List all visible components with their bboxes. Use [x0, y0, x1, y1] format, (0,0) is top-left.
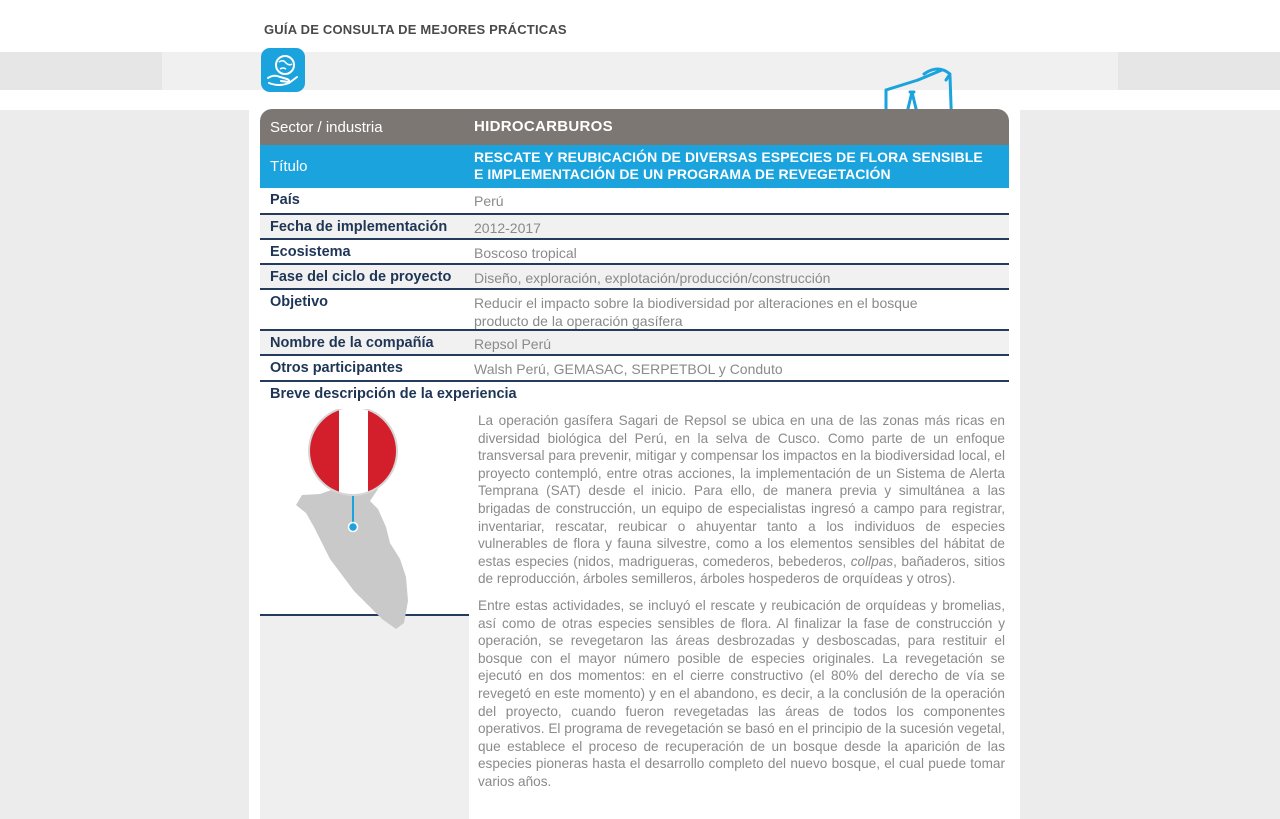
field-row-company — [260, 331, 1009, 356]
field-row-date — [260, 215, 1009, 240]
map-panel-lower — [260, 616, 469, 819]
hand-globe-icon — [261, 48, 305, 92]
sector-header — [260, 109, 1009, 145]
field-label: Fecha de implementación — [270, 219, 448, 235]
field-value: Diseño, exploración, explotación/producción/construcción — [474, 270, 831, 286]
description-paragraph-2: Entre estas actividades, se incluyó el rescate y reubicación de orquídeas y bromelias, así como de otras especies sensibles de flora. Al finalizar la fase de construcción y operación, se revegetaron las áreas desbrozadas y desboscadas, para restituir el bosque con el mayor número posible de especies originales. La revegetación se ejecutó en dos momentos: en el cierre constructivo (el 80% del derecho de vía se revegetó en este momento) y en el abandono, es decir, a la conclusión de la operación del proyecto, cuando fueron revegetadas las áreas de todos los componentes operativos. El programa de revegetación se basó en el principio de la sucesión vegetal, que establece el proceso de recuperación de un bosque desde la aparición de las especies pioneras hasta el desarrollo completo del nuevo bosque, el cual puede tomar varios años. — [478, 598, 1005, 789]
title-value — [474, 149, 1004, 183]
guide-title: GUÍA DE CONSULTA DE MEJORES PRÁCTICAS — [264, 22, 567, 37]
field-value: 2012-2017 — [474, 220, 541, 236]
title-label: Título — [270, 158, 308, 175]
field-label: Nombre de la compañía — [270, 335, 434, 351]
p1-text-after: , bañaderos, sitios de reproducción, árboles semilleros, árboles hospederos de orquídeas y otros). — [478, 553, 1005, 587]
field-row-participants — [260, 356, 1009, 382]
title-value-line1: RESCATE Y REUBICACIÓN DE DIVERSAS ESPECIES DE FLORA SENSIBLE — [474, 149, 983, 165]
title-row — [260, 145, 1009, 188]
field-row-phase — [260, 265, 1009, 290]
title-value-line2: E IMPLEMENTACIÓN DE UN PROGRAMA DE REVEGETACIÓN — [474, 166, 891, 182]
field-row-ecosystem — [260, 240, 1009, 265]
sector-value: HIDROCARBUROS — [474, 118, 613, 135]
field-label: Objetivo — [270, 294, 329, 310]
sector-label: Sector / industria — [270, 119, 383, 136]
practice-card — [260, 109, 1009, 819]
field-label: Otros participantes — [270, 360, 403, 376]
p1-italic-term: collpas — [850, 553, 894, 569]
field-value: Walsh Perú, GEMASAC, SERPETBOL y Conduto — [474, 361, 783, 377]
field-value: Boscoso tropical — [474, 245, 577, 261]
field-value: Perú — [474, 193, 504, 209]
top-margin — [0, 0, 1280, 52]
description-label: Breve descripción de la experiencia — [270, 386, 517, 402]
p1-text-before: La operación gasífera Sagari de Repsol se ubica en una de las zonas más ricas en diversidad biológica del Perú, en la selva de Cusco. Como parte de un enfoque transversal para prevenir, mitigar y compensar los impactos en la biodiversidad local, el proyecto contempló, entre otras acciones, la implementación de un Sistema de Alerta Temprana (SAT) desde el inicio. Para ello, de manera previa y simultánea a las brigadas de construcción, un equipo de especialistas ingresó a campo para registrar, inventariar, rescatar, reubicar o ahuyentar tanto a los individuos de especies vulnerables de flora y fauna silvestre, como a los elementos sensibles del hábitat de estas especies (nidos, madrigueras, comederos, bebederos, — [478, 413, 1005, 569]
field-row-country — [260, 188, 1009, 215]
white-strip — [0, 90, 1280, 110]
field-label: País — [270, 192, 300, 208]
description-paragraph-1 — [478, 412, 1005, 588]
field-label: Fase del ciclo de proyecto — [270, 269, 452, 285]
field-row-objective — [260, 290, 1009, 331]
field-value: Reducir el impacto sobre la biodiversidad por alteraciones en el bosque producto de la operación gasífera — [474, 295, 918, 329]
peru-map-icon — [278, 409, 418, 639]
field-value: Repsol Perú — [474, 336, 552, 352]
field-label: Ecosistema — [270, 244, 351, 260]
header-band-inner — [162, 52, 1118, 90]
